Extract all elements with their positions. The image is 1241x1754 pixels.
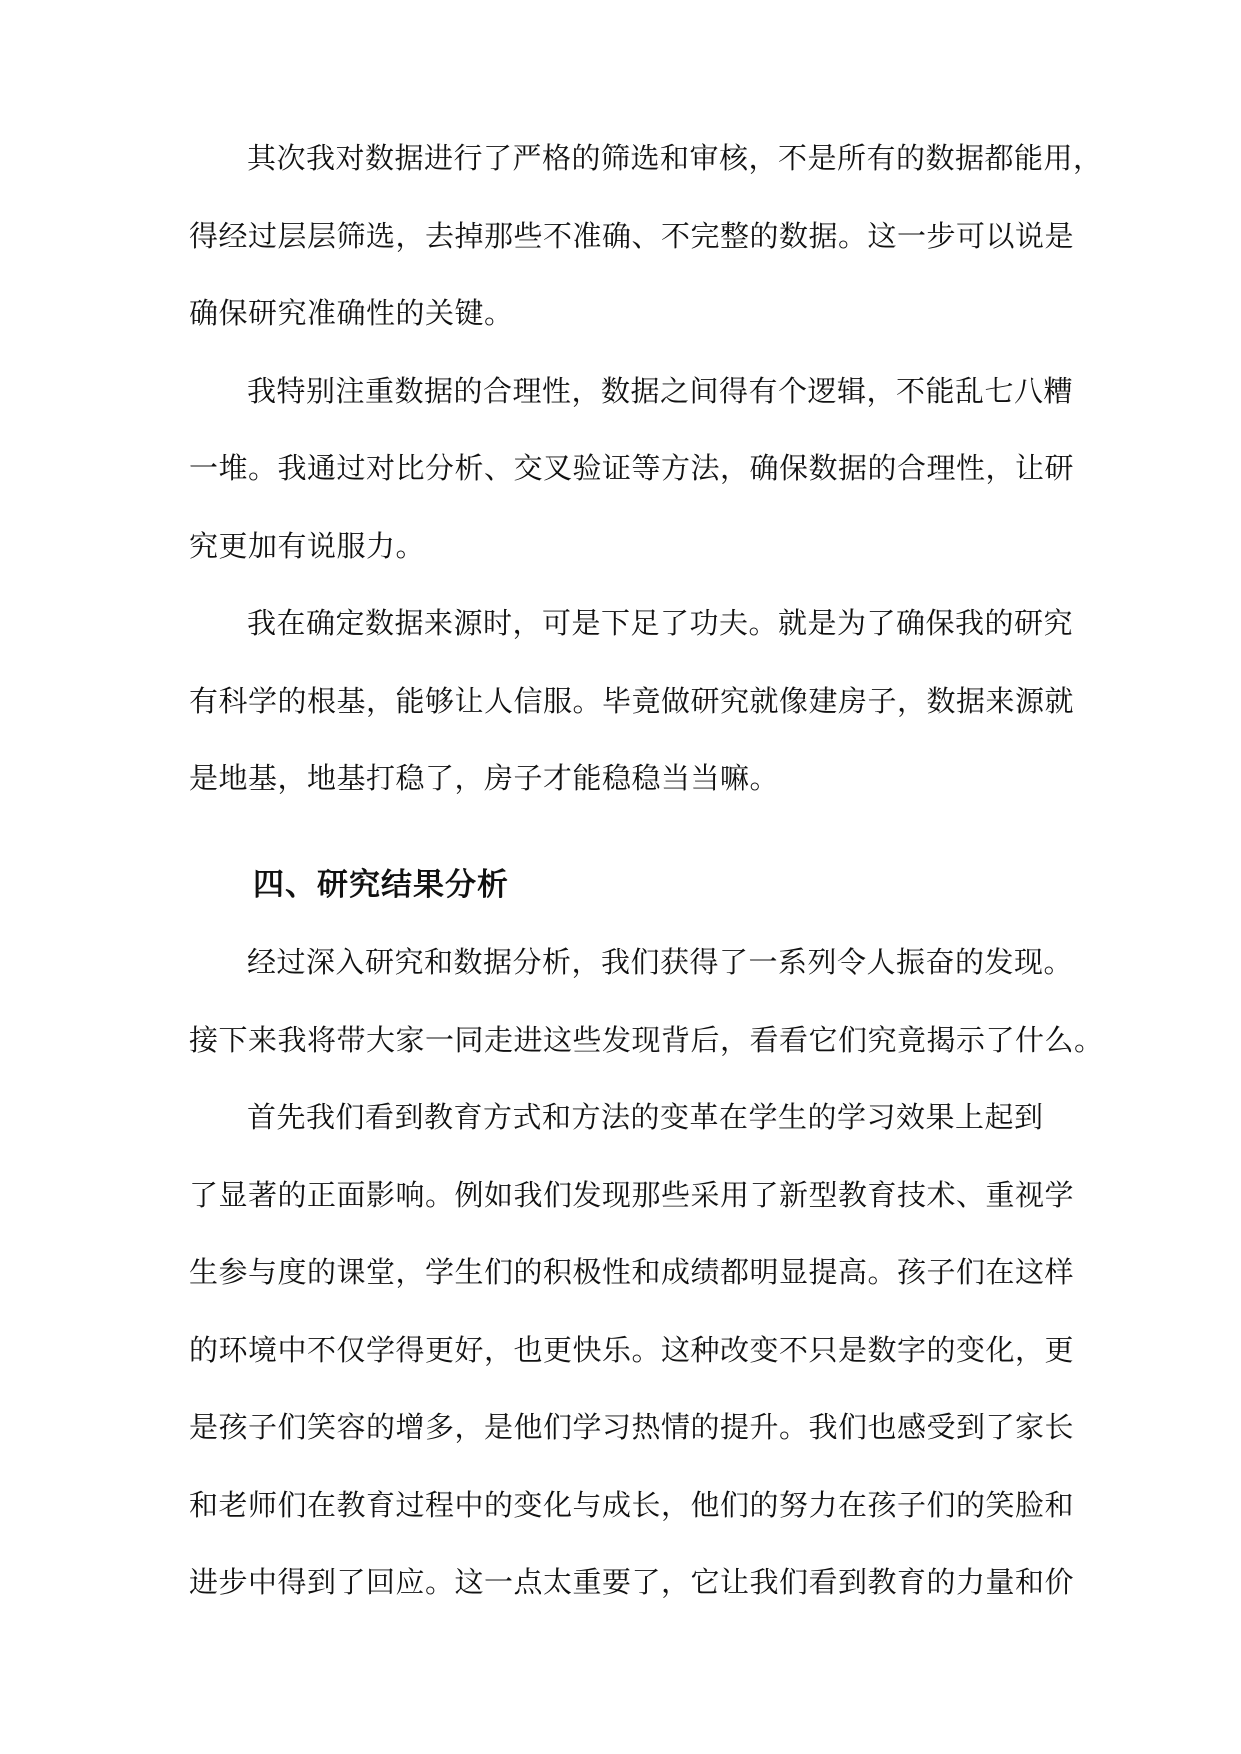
paragraph-data-screening [189,120,1103,353]
text-line: 接下来我将带大家一同走进这些发现背后，看看它们究竟揭示了什么。 [189,1022,1104,1057]
text-line: 一堆。我通过对比分析、交叉验证等方法，确保数据的合理性，让研 [189,451,1075,485]
text-line: 究更加有说服力。 [189,528,426,563]
text-line: 我特别注重数据的合理性，数据之间得有个逻辑，不能乱七八糟 [247,373,1074,408]
paragraph-findings-intro [189,924,1104,1079]
text-line: 进步中得到了回应。这一点太重要了，它让我们看到教育的力量和价 [189,1565,1075,1599]
text-line: 和老师们在教育过程中的变化与成长，他们的努力在孩子们的笑脸和 [189,1487,1075,1522]
text-line: 得经过层层筛选，去掉那些不准确、不完整的数据。这一步可以说是 [189,218,1075,253]
text-line: 生参与度的课堂，学生们的积极性和成绩都明显提高。孩子们在这样 [189,1255,1075,1289]
text-line: 经过深入研究和数据分析，我们获得了一系列令人振奋的发现。 [247,945,1074,979]
text-line: 有科学的根基，能够让人信服。毕竟做研究就像建房子，数据来源就 [189,683,1075,718]
text-line: 我在确定数据来源时，可是下足了功夫。就是为了确保我的研究 [247,606,1074,640]
text-line: 了显著的正面影响。例如我们发现那些采用了新型教育技术、重视学 [189,1177,1075,1212]
paragraph-data-rationality [189,353,1079,586]
text-line: 其次我对数据进行了严格的筛选和审核，不是所有的数据都能用， [247,141,1103,175]
text-line: 首先我们看到教育方式和方法的变革在学生的学习效果上起到 [247,1100,1044,1134]
text-line: 是孩子们笑容的增多，是他们学习热情的提升。我们也感受到了家长 [189,1410,1075,1444]
text-line: 确保研究准确性的关键。 [189,296,514,330]
paragraph-data-sources [189,585,1079,818]
paragraph-teaching-reform [189,1079,1079,1622]
text-line: 是地基，地基打稳了，房子才能稳稳当当嘛。 [189,761,780,795]
text-line: 的环境中不仅学得更好，也更快乐。这种改变不只是数字的变化，更 [189,1332,1075,1367]
section-heading: 四、研究结果分析 [253,866,509,903]
document-body [189,120,1104,1622]
